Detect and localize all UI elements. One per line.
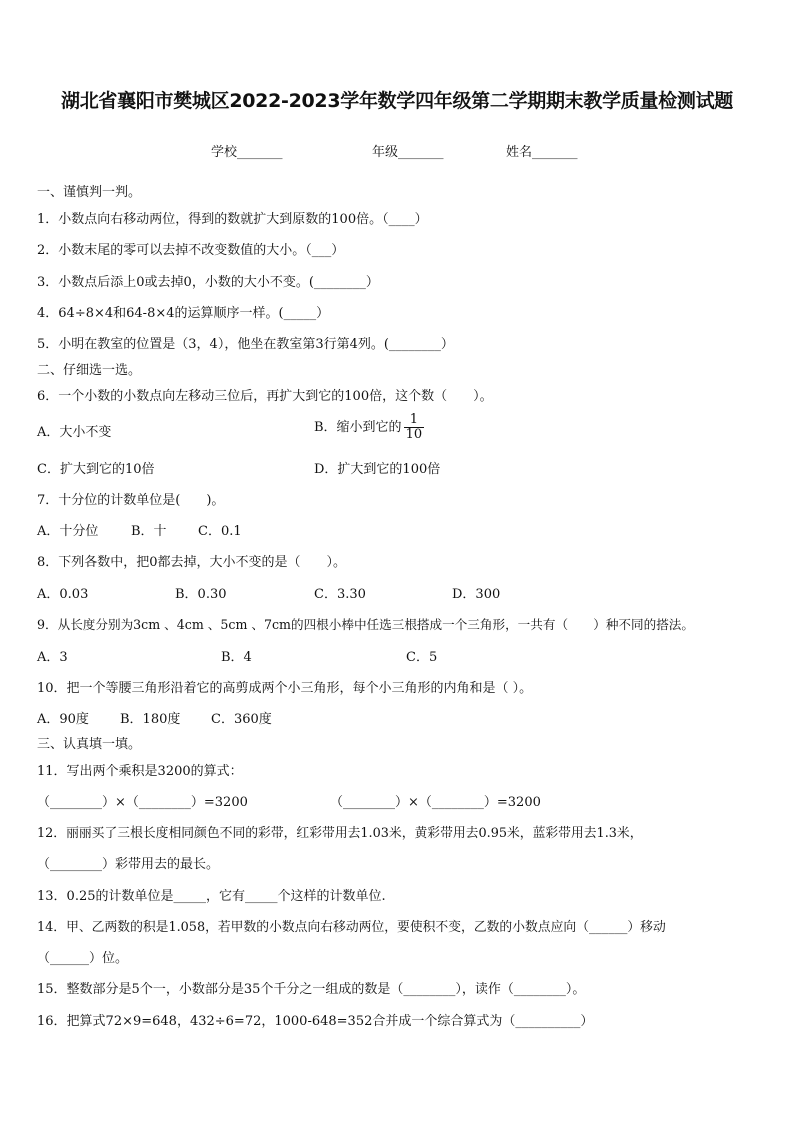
question-6-option-a: A．大小不变 <box>37 425 112 440</box>
section-3-heading: 三、认真填一填。 <box>37 737 142 752</box>
question-6: 6．一个小数的小数点向左移动三位后，再扩大到它的100倍，这个数（ ）。 <box>37 389 493 404</box>
question-11-blank-b: （________）×（________）=3200 <box>330 795 541 810</box>
question-10: 10．把一个等腰三角形沿着它的高剪成两个小三角形，每个小三角形的内角和是（ ）。 <box>37 681 533 696</box>
question-8-option-a: A．0.03 <box>37 587 89 602</box>
question-6-option-c: C．扩大到它的10倍 <box>37 462 155 477</box>
question-9-option-c: C．5 <box>406 650 438 665</box>
question-9: 9．从长度分别为3cm 、4cm 、5cm 、7cm的四根小棒中任选三根搭成一个三角形，一共有（ ）种不同的搭法。 <box>37 617 694 632</box>
question-12-blank: （________）彩带用去的最长。 <box>37 857 220 872</box>
name-field: 姓名_______ <box>506 145 578 160</box>
question-7: 7．十分位的计数单位是( )。 <box>37 493 225 508</box>
question-11: 11．写出两个乘积是3200的算式： <box>37 764 243 779</box>
fraction-numerator: 1 <box>404 413 425 428</box>
question-8: 8．下列各数中，把0都去掉，大小不变的是（ ）。 <box>37 555 347 570</box>
question-2: 2．小数末尾的零可以去掉不改变数值的大小。（___） <box>37 243 345 258</box>
fraction-denominator: 10 <box>405 427 423 442</box>
question-6-option-d: D．扩大到它的100倍 <box>314 462 441 477</box>
school-field: 学校_______ <box>211 145 283 160</box>
question-11-blank-a: （________）×（________）=3200 <box>37 795 248 810</box>
question-14: 14．甲、乙两数的积是1.058，若甲数的小数点向右移动两位，要使积不变，乙数的小数点应向（______）移动 <box>37 920 666 935</box>
question-8-option-c: C．3.30 <box>314 587 366 602</box>
question-1: 1．小数点向右移动两位，得到的数就扩大到原数的100倍。（____） <box>37 212 428 227</box>
grade-field: 年级_______ <box>372 145 444 160</box>
question-9-option-a: A．3 <box>37 650 68 665</box>
question-7-option-b: B．十 <box>131 524 167 539</box>
question-7-option-c: C．0.1 <box>198 524 242 539</box>
fraction-one-tenth <box>404 413 425 442</box>
section-1-heading: 一、谨慎判一判。 <box>37 185 142 200</box>
question-12: 12．丽丽买了三根长度相同颜色不同的彩带，红彩带用去1.03米，黄彩带用去0.95米，蓝彩带用去1.3米， <box>37 826 643 841</box>
question-14-blank: （______）位。 <box>37 951 129 966</box>
question-8-option-b: B．0.30 <box>175 587 227 602</box>
question-8-option-d: D．300 <box>452 587 501 602</box>
question-10-option-a: A．90度 <box>37 712 89 727</box>
question-4: 4．64÷8×4和64-8×4的运算顺序一样。(_____） <box>37 306 330 321</box>
question-13: 13．0.25的计数单位是_____，它有_____个这样的计数单位. <box>37 889 386 904</box>
question-3: 3．小数点后添上0或去掉0，小数的大小不变。(________） <box>37 275 379 290</box>
question-10-option-b: B．180度 <box>120 712 181 727</box>
question-15: 15．整数部分是5个一，小数部分是35个千分之一组成的数是（________），读作（________）。 <box>37 982 586 997</box>
question-5: 5．小明在教室的位置是（3，4），他坐在教室第3行第4列。(________） <box>37 337 454 352</box>
question-6-option-b <box>314 413 424 442</box>
question-10-option-c: C．360度 <box>211 712 272 727</box>
option-b-text: B．缩小到它的 <box>314 420 402 435</box>
section-2-heading: 二、仔细选一选。 <box>37 363 142 378</box>
question-9-option-b: B．4 <box>221 650 252 665</box>
question-7-option-a: A．十分位 <box>37 524 99 539</box>
page-title: 湖北省襄阳市樊城区2022-2023学年数学四年级第二学期期末教学质量检测试题 <box>61 90 733 112</box>
question-16: 16．把算式72×9=648，432÷6=72，1000-648=352合并成一个综合算式为（__________） <box>37 1014 594 1029</box>
